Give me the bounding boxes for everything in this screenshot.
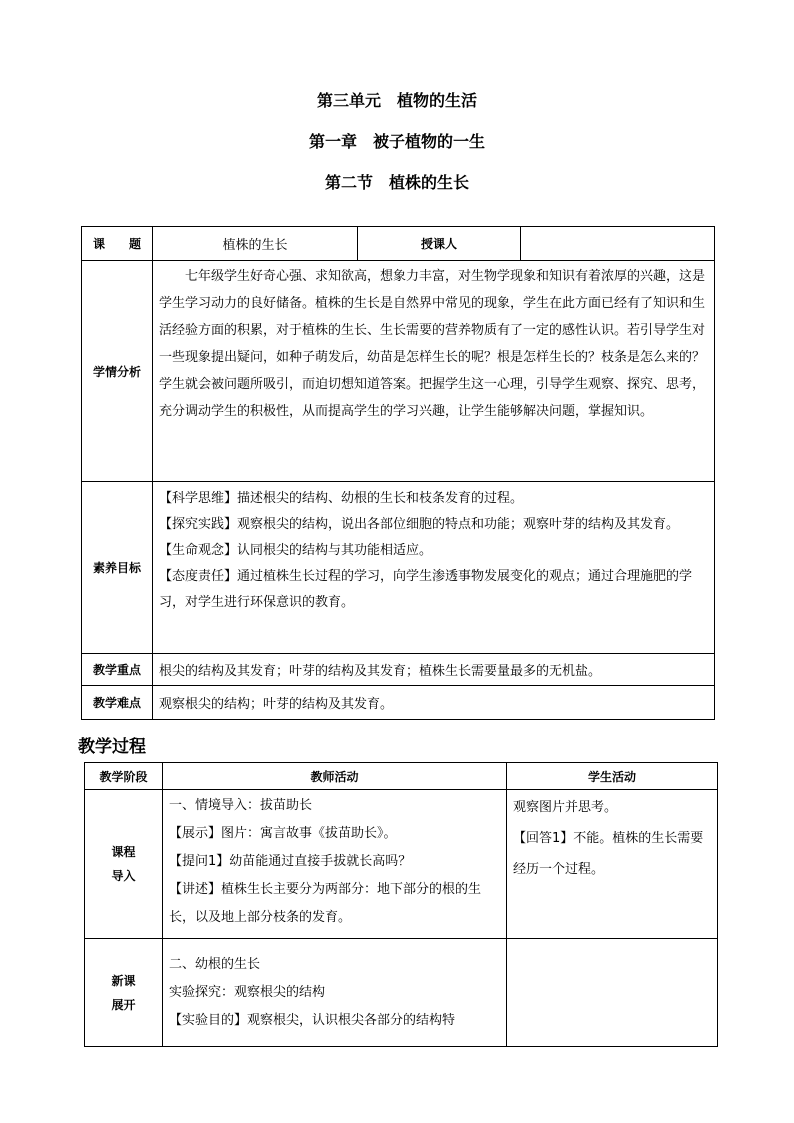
stage-cell (85, 939, 163, 1047)
analysis-label: 学情分析 (82, 261, 153, 482)
section-title: 第二节 植株的生长 (324, 173, 469, 192)
student-line: 【回答1】不能。植株的生长需要经历一个过程。 (513, 831, 704, 877)
goal-item: 【态度责任】通过植株生长过程的学习，向学生渗透事物发展变化的观点；通过合理施肥的学习，对学生进行环保意识的教育。 (159, 569, 693, 610)
analysis-text: 七年级学生好奇心强、求知欲高，想象力丰富，对生物学现象和知识有着浓厚的兴趣，这是学生学习动力的良好储备。植株的生长是自然界中常见的现象，学生在此方面已经有了知识和生活经验方面的积累，对于植株的生长、生长需要的营养物质有了一定的感性认识。若引导学生对一些现象提出疑问，如种子萌发后，幼苗是怎样生长的呢？根是怎样生长的？枝条是怎么来的？学生就会被问题所吸引，而迫切想知道答案。把握学生这一心理，引导学生观察、探究、思考，充分调动学生的积极性，从而提高学生的学习兴趣，让学生能够解决问题，掌握知识。 (159, 269, 706, 419)
key-text: 根尖的结构及其发育；叶芽的结构及其发育；植株生长需要量最多的无机盐。 (153, 654, 715, 686)
student-activity-cell (507, 939, 718, 1047)
unit-title: 第三单元 植物的生活 (316, 91, 477, 110)
goal-item: 【探究实践】观察根尖的结构，说出各部位细胞的特点和功能；观察叶芽的结构及其发育。 (159, 517, 680, 532)
header-student: 学生活动 (507, 763, 718, 790)
student-line: 观察图片并思考。 (513, 800, 618, 815)
difficulty-text: 观察根尖的结构；叶芽的结构及其发育。 (153, 686, 715, 720)
stage-line: 新课 (111, 973, 136, 988)
key-label: 教学重点 (82, 654, 153, 686)
header-teacher: 教师活动 (163, 763, 507, 790)
teacher-value (521, 227, 715, 261)
teacher-activity-cell (163, 939, 507, 1047)
chapter-title: 第一章 被子植物的一生 (308, 132, 485, 151)
process-table (84, 762, 718, 1047)
process-title: 教学过程 (78, 737, 146, 757)
stage-line: 导入 (111, 869, 136, 883)
teacher-line: 实验探究：观察根尖的结构 (169, 985, 326, 1000)
stage-line: 课程 (111, 845, 136, 859)
difficulty-label: 教学难点 (82, 686, 153, 720)
stage-line: 展开 (111, 997, 136, 1012)
lesson-info-table (81, 226, 715, 720)
teacher-line: 【展示】图片：寓言故事《拔苗助长》。 (169, 826, 397, 841)
teacher-line: 【讲述】植株生长主要分为两部分：地下部分的根的生长，以及地上部分枝条的发育。 (169, 882, 482, 925)
header-stage: 教学阶段 (85, 763, 163, 790)
stage-cell (85, 790, 163, 939)
teacher-line: 【提问1】幼苗能通过直接手拔就长高吗？ (169, 854, 412, 869)
teacher-activity-cell (163, 790, 507, 939)
teacher-line: 【实验目的】观察根尖，认识根尖各部分的结构特 (169, 1013, 456, 1028)
goals-label: 素养目标 (82, 482, 153, 654)
topic-label: 课 题 (82, 227, 153, 261)
student-activity-cell (507, 790, 718, 939)
teacher-line: 二、幼根的生长 (169, 957, 261, 972)
teacher-label: 授课人 (358, 227, 521, 261)
topic-value: 植株的生长 (153, 227, 358, 261)
goal-item: 【科学思维】描述根尖的结构、幼根的生长和枝条发育的过程。 (159, 491, 524, 506)
goal-item: 【生命观念】认同根尖的结构与其功能相适应。 (159, 543, 433, 558)
goals-list (153, 482, 715, 654)
teacher-line: 一、情境导入：拔苗助长 (169, 798, 313, 813)
